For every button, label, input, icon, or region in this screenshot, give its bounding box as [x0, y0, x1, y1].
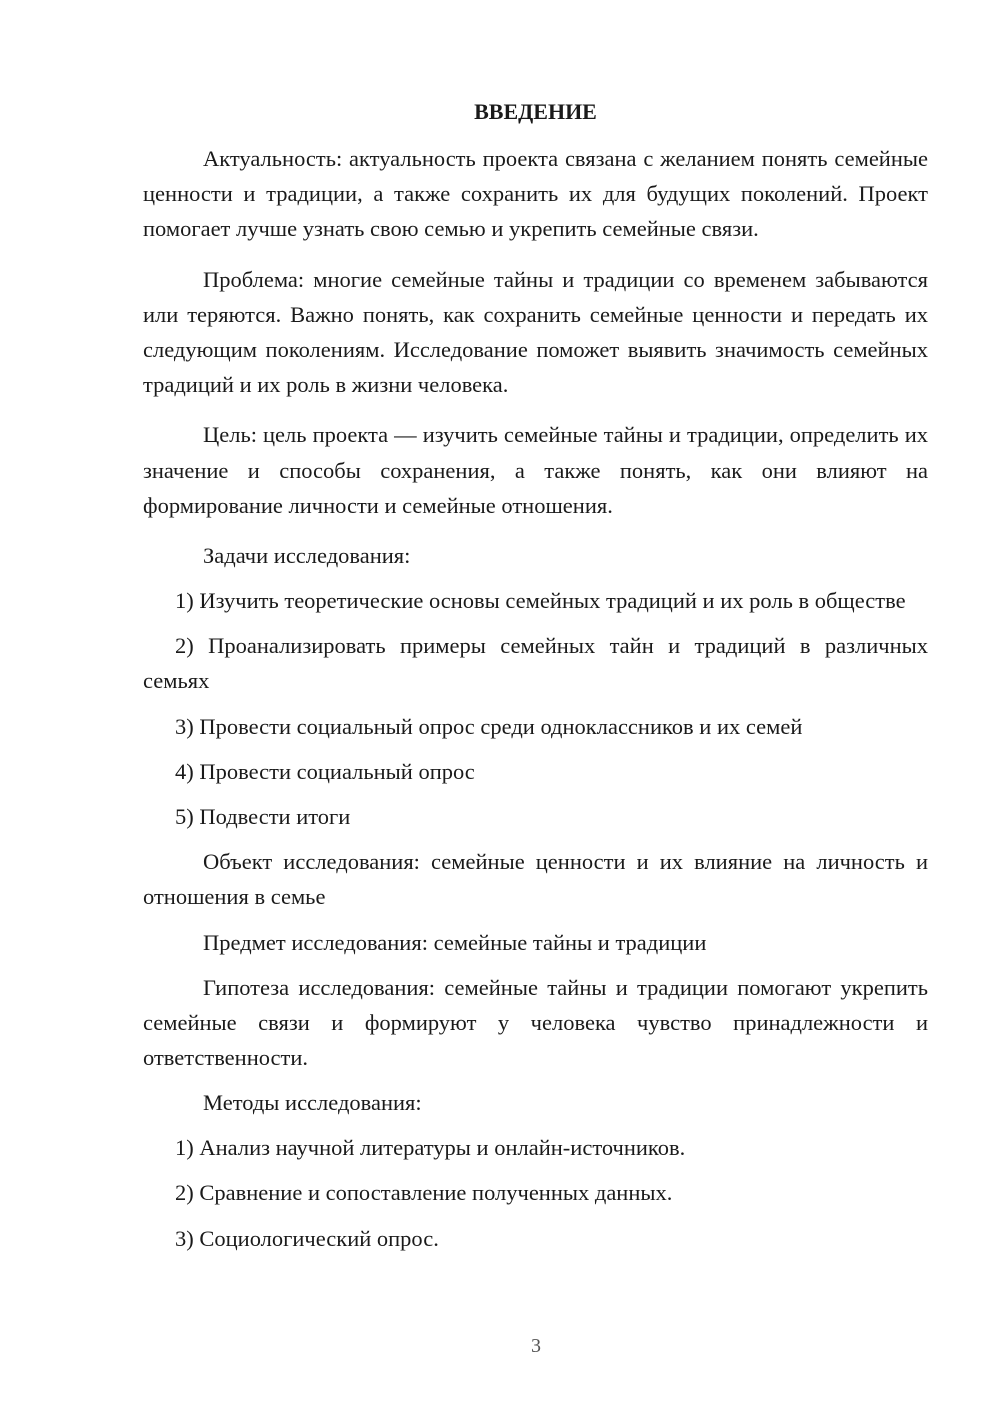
- method-item-1: 1) Анализ научной литературы и онлайн-источников.: [175, 1135, 686, 1161]
- task-item-4: 4) Провести социальный опрос: [175, 758, 475, 784]
- methods-heading: Методы исследования:: [203, 1090, 422, 1116]
- object-paragraph: Объект исследования: семейные ценности и их влияние на личность и отношения в семье: [143, 849, 928, 910]
- hypothesis-paragraph: Гипотеза исследования: семейные тайны и традиции помогают укрепить семейные связи и формируют у человека чувство принадлежности и ответственности.: [143, 974, 928, 1071]
- relevance-paragraph: Актуальность: актуальность проекта связана с желанием понять семейные ценности и традиции, а также сохранить их для будущих поколений. Проект помогает лучше узнать свою семью и укрепить семейные связи.: [143, 146, 928, 242]
- subject-paragraph: Предмет исследования: семейные тайны и традиции: [203, 929, 707, 955]
- goal-paragraph: Цель: цель проекта — изучить семейные тайны и традиции, определить их значение и способы сохранения, а также понять, как они влияют на формирование личности и семейные отношения.: [143, 422, 928, 518]
- method-item-3: 3) Социологический опрос.: [175, 1225, 439, 1251]
- task-item-5: 5) Подвести итоги: [175, 804, 351, 830]
- section-title: ВВЕДЕНИЕ: [474, 99, 597, 124]
- task-item-3: 3) Провести социальный опрос среди одноклассников и их семей: [175, 713, 803, 739]
- tasks-heading: Задачи исследования:: [203, 543, 411, 569]
- method-item-2: 2) Сравнение и сопоставление полученных данных.: [175, 1180, 673, 1206]
- task-item-1: 1) Изучить теоретические основы семейных традиций и их роль в обществе: [175, 588, 906, 614]
- page-number: 3: [531, 1335, 541, 1357]
- problem-paragraph: Проблема: многие семейные тайны и традиции со временем забываются или теряются. Важно понять, как сохранить семейные ценности и передать их следующим поколениям. Исследование поможет выявить значимость семейных традиций и их роль в жизни человека.: [143, 266, 928, 398]
- page-content: [143, 94, 928, 1266]
- task-item-2: 2) Проанализировать примеры семейных тайн и традиций в различных семьях: [143, 633, 928, 694]
